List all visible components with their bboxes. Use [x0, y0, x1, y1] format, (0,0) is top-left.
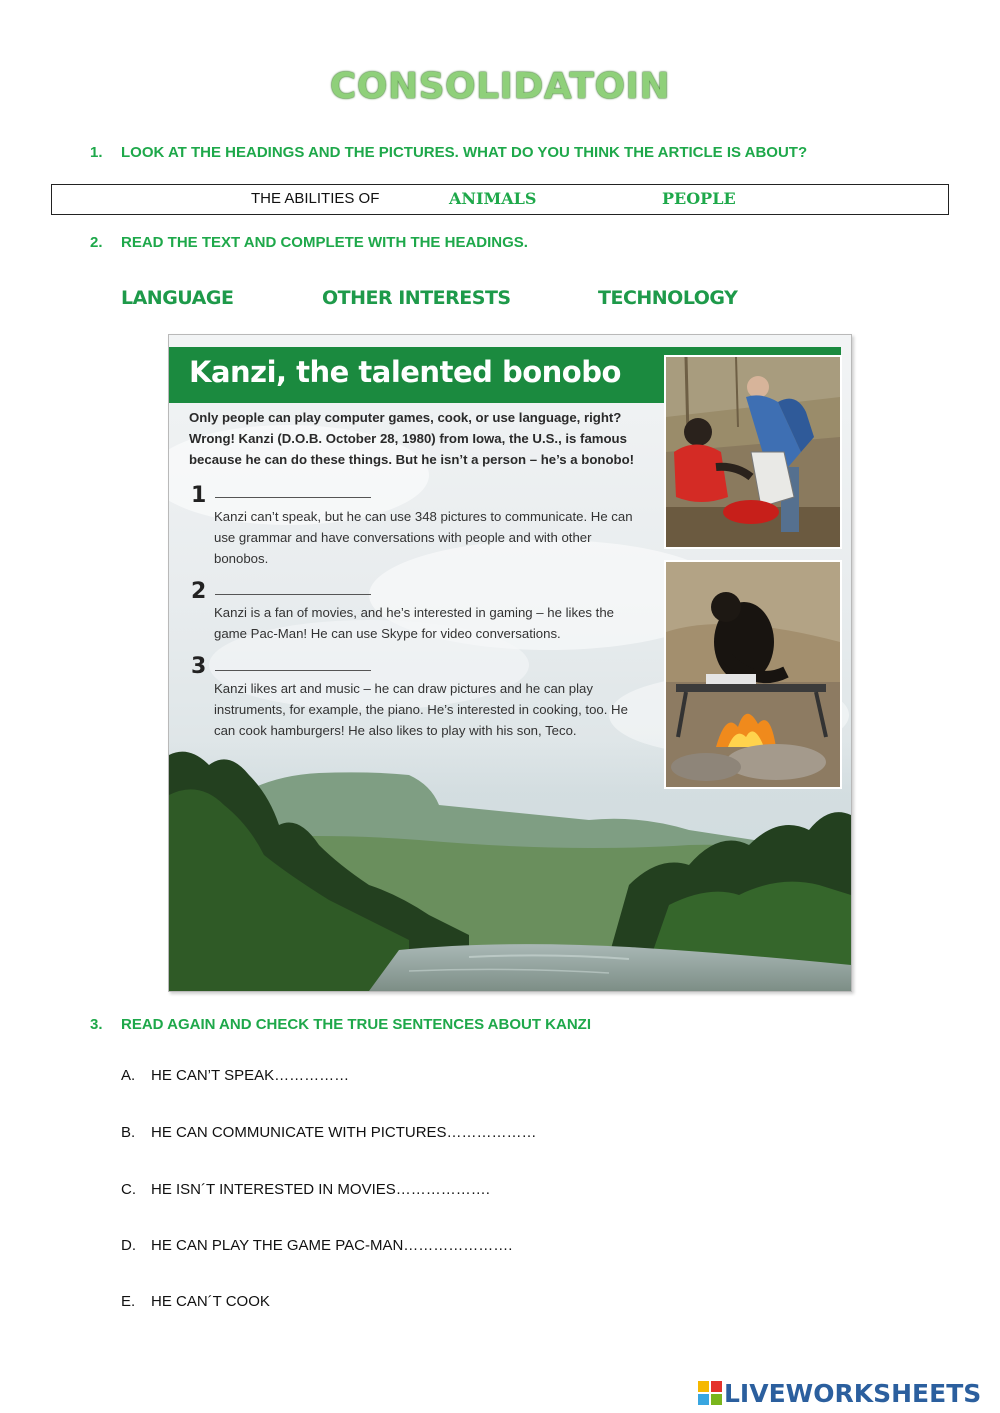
- statement-letter: D.: [121, 1237, 136, 1254]
- heading-option-language[interactable]: LANGUAGE: [121, 287, 234, 309]
- question-1: [90, 144, 807, 161]
- statement-item[interactable]: [121, 1067, 349, 1084]
- abilities-lead-text: THE ABILITIES OF: [251, 190, 380, 207]
- question-3: [90, 1016, 591, 1033]
- statement-text: HE CAN PLAY THE GAME PAC-MAN………………….: [151, 1237, 513, 1254]
- section-2-number: 2: [191, 579, 207, 604]
- statement-letter: A.: [121, 1067, 136, 1084]
- section-1-text: Kanzi can’t speak, but he can use 348 pictures to communicate. He can use grammar and have conversations with people and with other bonobos.: [214, 509, 633, 566]
- question-3-text: READ AGAIN AND CHECK THE TRUE SENTENCES ABOUT KANZI: [121, 1016, 592, 1033]
- section-3-number: 3: [191, 654, 207, 679]
- question-2: [90, 234, 528, 251]
- bonobo-cooking-photo: [664, 560, 842, 789]
- section-3-blank[interactable]: [215, 670, 371, 671]
- section-2-text: Kanzi is a fan of movies, and he’s interested in gaming – he likes the game Pac-Man! He can use Skype for video conversations.: [214, 605, 615, 641]
- statement-text: HE ISN´T INTERESTED IN MOVIES……………….: [151, 1181, 490, 1198]
- question-2-text: READ THE TEXT AND COMPLETE WITH THE HEADINGS.: [121, 234, 528, 251]
- section-2-blank[interactable]: [215, 594, 371, 595]
- statement-letter: B.: [121, 1124, 136, 1141]
- question-1-text: LOOK AT THE HEADINGS AND THE PICTURES. WHAT DO YOU THINK THE ARTICLE IS ABOUT?: [121, 144, 808, 161]
- question-3-number: 3.: [90, 1016, 103, 1033]
- liveworksheets-logo-text: LIVEWORKSHEETS: [724, 1378, 982, 1408]
- option-people[interactable]: PEOPLE: [662, 189, 736, 208]
- heading-option-other-interests[interactable]: OTHER INTERESTS: [322, 287, 511, 309]
- liveworksheets-logo: [698, 1378, 981, 1408]
- worksheet-title: CONSOLIDATOIN: [329, 66, 671, 107]
- statement-item[interactable]: [121, 1181, 490, 1198]
- statement-letter: E.: [121, 1293, 136, 1310]
- statement-item[interactable]: [121, 1293, 270, 1310]
- question-2-number: 2.: [90, 234, 103, 251]
- statement-item[interactable]: [121, 1237, 512, 1254]
- section-3-text: Kanzi likes art and music – he can draw pictures and he can play instruments, for example, the piano. He’s interested in cooking, too. He can cook hamburgers! He also likes to play with his son, Teco.: [214, 681, 628, 738]
- article-image: [168, 334, 852, 992]
- section-1-number: 1: [191, 483, 207, 508]
- article-title: Kanzi, the talented bonobo: [189, 355, 621, 389]
- question-1-number: 1.: [90, 144, 103, 161]
- bonobo-with-researcher-photo: [664, 355, 842, 549]
- statement-text: HE CAN COMMUNICATE WITH PICTURES………………: [151, 1124, 537, 1141]
- statement-letter: C.: [121, 1181, 136, 1198]
- article-intro: Only people can play computer games, cook, or use language, right? Wrong! Kanzi (D.O.B. October 28, 1980) from Iowa, the U.S., is famous because he can do these things. But he isn’t a person – he’s a bonobo!: [189, 410, 635, 467]
- liveworksheets-logo-icon: [698, 1381, 722, 1405]
- statement-item[interactable]: [121, 1124, 537, 1141]
- section-1-blank[interactable]: [215, 497, 371, 498]
- statement-text: HE CAN´T COOK: [151, 1293, 270, 1310]
- heading-option-technology[interactable]: TECHNOLOGY: [598, 287, 738, 309]
- abilities-answer-box: [51, 184, 949, 215]
- statement-text: HE CAN’T SPEAK……………: [151, 1067, 350, 1084]
- option-animals[interactable]: ANIMALS: [449, 189, 537, 208]
